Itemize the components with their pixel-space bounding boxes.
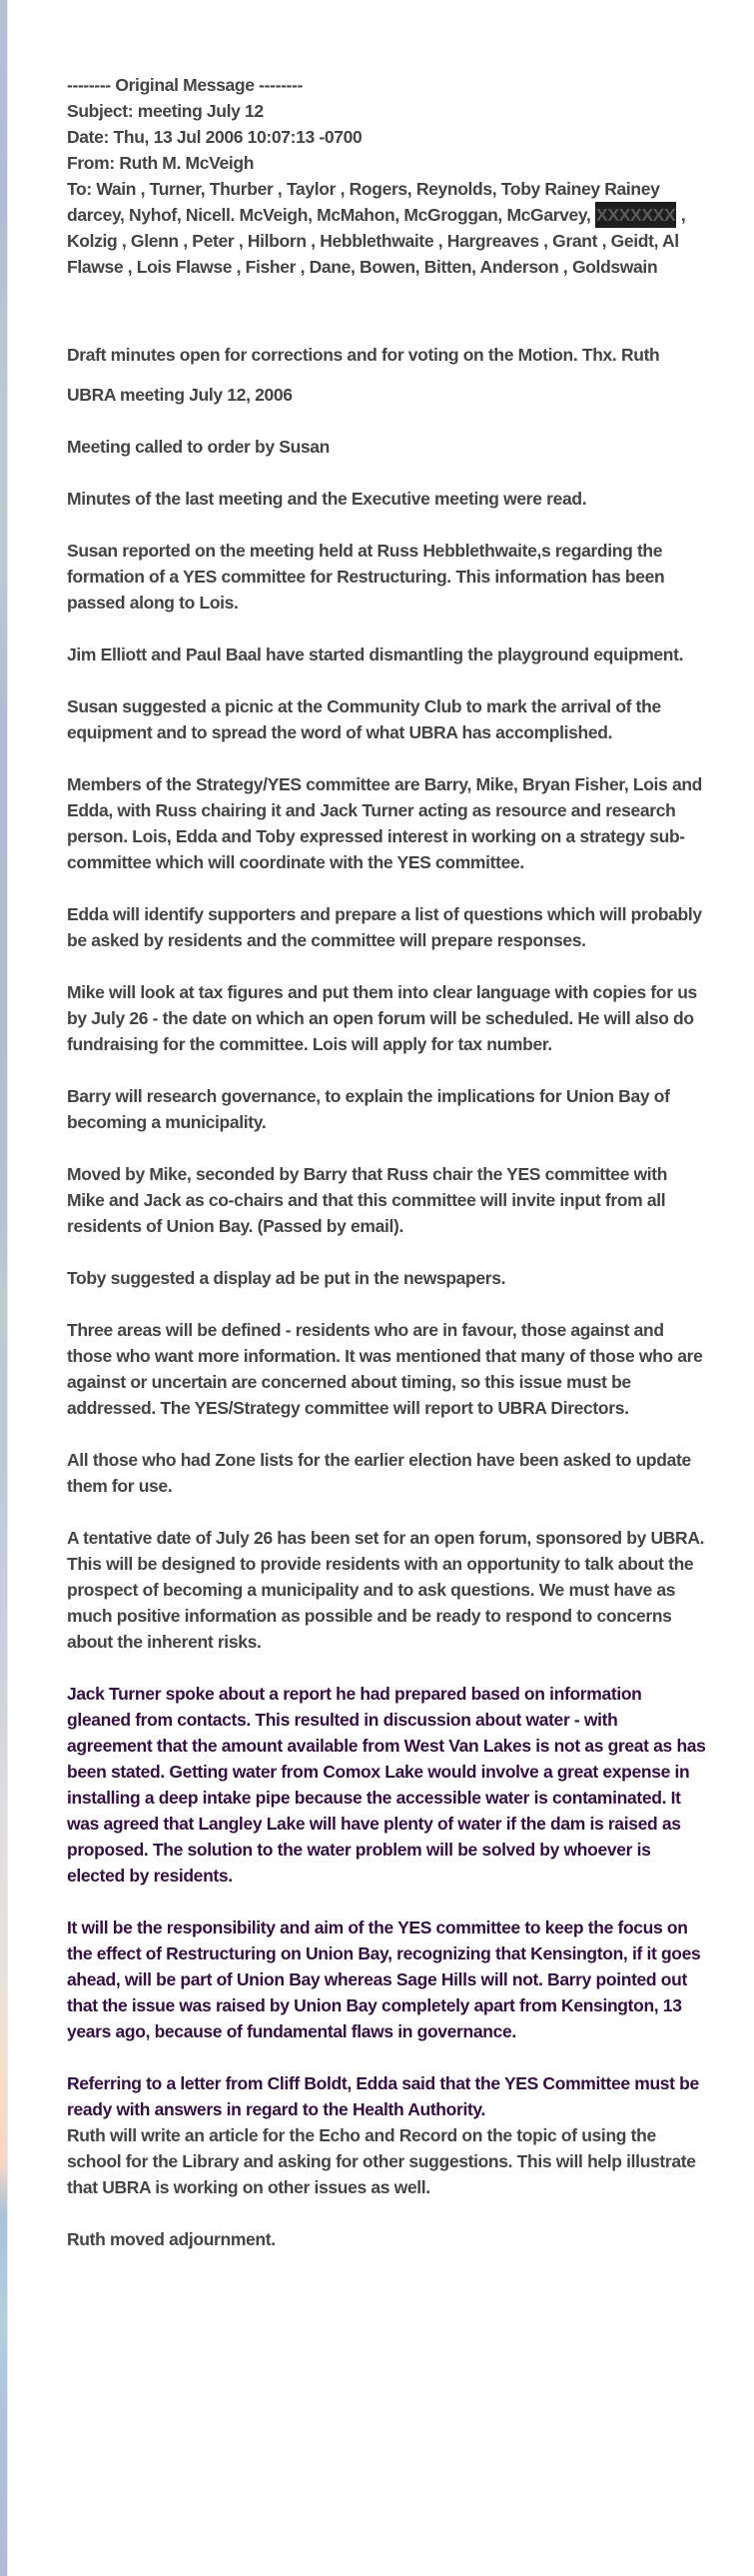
to-recipients-part-1: Wain , Turner, Thurber , Taylor , Rogers, Reynolds, Toby Rainey Rainey darcey, Nyhof, Nicell. McVeigh, McMahon, McGroggan, McGarvey, <box>67 179 660 225</box>
date-line <box>67 124 706 150</box>
date-label: Date: <box>67 127 110 147</box>
minutes-paragraph: Barry will research governance, to explain the implications for Union Bay of becoming a municipality. <box>67 1086 670 1132</box>
subject-line <box>67 98 706 124</box>
subject-label: Subject: <box>67 101 134 121</box>
minutes-paragraph: Susan suggested a picnic at the Community Club to mark the arrival of the equipment and to spread the word of what UBRA has accomplished. <box>67 696 661 742</box>
email-message <box>67 72 706 2278</box>
minutes-paragraph: Edda will identify supporters and prepare a list of questions which will probably be asked by residents and the committee will prepare responses. <box>67 904 702 950</box>
intro-note: Draft minutes open for corrections and for voting on the Motion. Thx. Ruth <box>67 345 660 365</box>
from-label: From: <box>67 153 115 173</box>
adjournment-line: Ruth moved adjournment. <box>67 2229 276 2249</box>
subject-value: meeting July 12 <box>137 101 264 121</box>
to-label: To: <box>67 179 92 199</box>
minutes-paragraph: All those who had Zone lists for the earlier election have been asked to update them for use. <box>67 1450 691 1496</box>
ruth-article-paragraph: Ruth will write an article for the Echo and Record on the topic of using the school for the Library and asking for other suggestions. This will help illustrate that UBRA is working on other issues as well. <box>67 2125 696 2197</box>
to-line <box>67 176 706 280</box>
message-body <box>67 342 706 2252</box>
minutes-paragraph: A tentative date of July 26 has been set for an open forum, sponsored by UBRA. This will be designed to provide residents with an opportunity to talk about the prospect of becoming a municipality and to ask questions. We must have as much positive information as possible and be ready to respond to concerns about the inherent risks. <box>67 1528 705 1652</box>
minutes-paragraph: Meeting called to order by Susan <box>67 437 331 457</box>
minutes-paragraph: Minutes of the last meeting and the Executive meeting were read. <box>67 489 587 509</box>
minutes-paragraph: Mike will look at tax figures and put them into clear language with copies for us by July 26 - the date on which an open forum will be scheduled. He will also do fundraising for the committee. Lois will apply for tax number. <box>67 982 697 1054</box>
original-message-separator: -------- Original Message -------- <box>67 75 303 95</box>
header-spacer <box>67 280 706 342</box>
to-recipients-part-2: , Kolzig , Glenn , Peter , Hilborn , Hebblethwaite , Hargreaves , Grant , Geidt, Al Flawse , Lois Flawse , Fisher , Dane, Bowen, Bitten, Anderson , Goldswain <box>67 205 686 277</box>
from-value: Ruth M. McVeigh <box>119 153 255 173</box>
side-strip-divider <box>7 0 8 2576</box>
minutes-paragraph: Moved by Mike, seconded by Barry that Russ chair the YES committee with Mike and Jack as co-chairs and that this committee will invite input from all residents of Union Bay. (Passed by email). <box>67 1164 668 1236</box>
health-authority-paragraph: Referring to a letter from Cliff Boldt, Edda said that the YES Committee must be ready with answers in regard to the Health Authority. <box>67 2073 699 2119</box>
minutes-paragraph: Three areas will be defined - residents who are in favour, those against and those who want more information. It was mentioned that many of those who are against or uncertain are concerned about timing, so this issue must be addressed. The YES/Strategy committee will report to UBRA Directors. <box>67 1320 703 1418</box>
yes-committee-focus-paragraph: It will be the responsibility and aim of the YES committee to keep the focus on the effect of Restructuring on Union Bay, recognizing that Kensington, if it goes ahead, will be part of Union Bay whereas Sage Hills will not. Barry pointed out that the issue was raised by Union Bay completely apart from Kensington, 13 years ago, because of fundamental flaws in governance. <box>67 1918 701 2041</box>
email-header <box>67 72 706 280</box>
water-report-paragraph: Jack Turner spoke about a report he had prepared based on information gleaned from contacts. This resulted in discussion about water - with agreement that the amount available from West Van Lakes is not as great as has been stated. Getting water from Comox Lake would involve a great expense in installing a deep intake pipe because the accessible water is contaminated. It was agreed that Langley Lake will have plenty of water if the dam is raised as proposed. The solution to the water problem will be solved by whoever is elected by residents. <box>67 1684 706 1886</box>
minutes-paragraph: Toby suggested a display ad be put in the newspapers. <box>67 1268 506 1288</box>
minutes-paragraph: Susan reported on the meeting held at Russ Hebblethwaite,s regarding the formation of a YES committee for Restructuring. This information has been passed along to Lois. <box>67 541 665 613</box>
redacted-recipient: XXXXXXX <box>595 202 676 228</box>
from-line <box>67 150 706 176</box>
minutes-paragraph: Members of the Strategy/YES committee are Barry, Mike, Bryan Fisher, Lois and Edda, with Russ chairing it and Jack Turner acting as resource and research person. Lois, Edda and Toby expressed interest in working on a strategy sub-committee which will coordinate with the YES committee. <box>67 774 702 872</box>
date-value: Thu, 13 Jul 2006 10:07:13 -0700 <box>113 127 363 147</box>
minutes-title: UBRA meeting July 12, 2006 <box>67 385 293 405</box>
minutes-paragraph: Jim Elliott and Paul Baal have started dismantling the playground equipment. <box>67 644 684 664</box>
decorative-side-strip <box>0 0 7 2576</box>
